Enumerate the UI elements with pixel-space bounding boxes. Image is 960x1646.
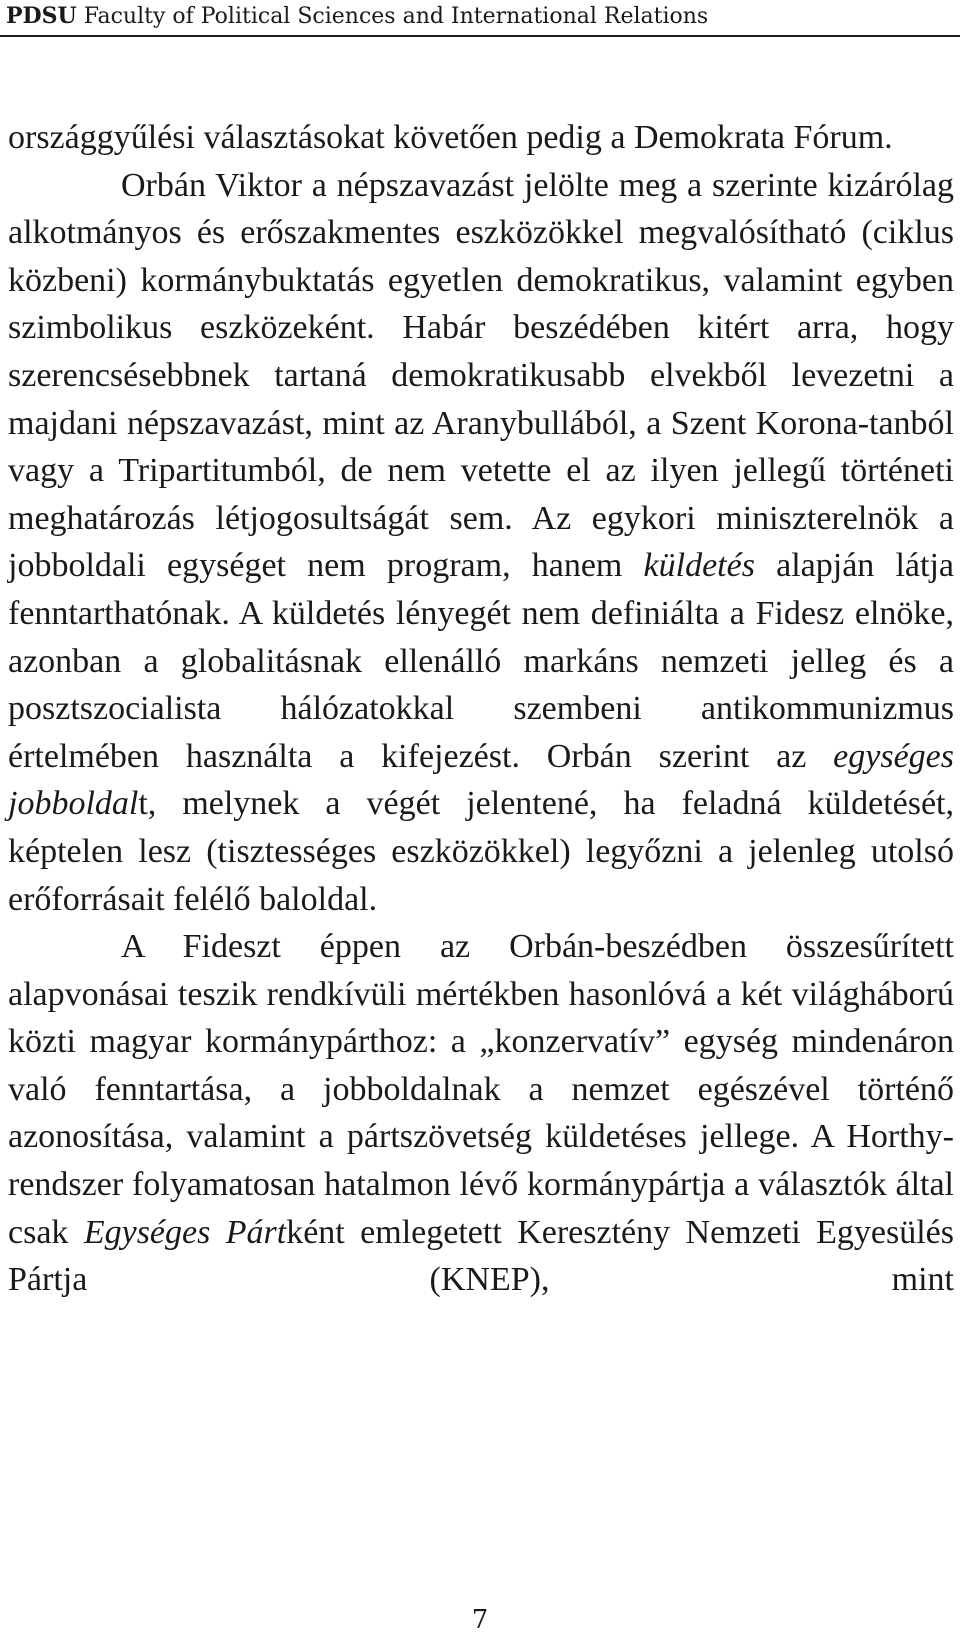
italic-term: küldetés [643, 547, 755, 585]
header-institution-abbr: PDSU [6, 3, 77, 29]
paragraph-text: A Fideszt éppen az Orbán-beszédben összesűrített alapvonásai teszik rendkívüli mértékben hasonlóvá a két világháború közti magyar kormánypárthoz: a „konzervatív” egység mindenáron való fenntartása, a jobboldalnak a nemzet egészével történő azonosítása, valamint a pártszövetség küldetéses jellege. A Horthy-rendszer folyamatosan hatalmon lévő kormánypártja a választók által csak [8, 928, 954, 1251]
italic-term: egységes jobboldal [8, 737, 954, 823]
paragraph-text: alapján látja fenntarthatónak. A küldetés lényegét nem definiálta a Fidesz elnöke, azonban a globalitásnak ellenálló markáns nemzeti jelleg és a posztszocialista hálózatokkal szembeni antikommunizmus értelmében használta a kifejezést. Orbán szerint az [8, 547, 954, 775]
paragraph-text: ként emlegetett Keresztény Nemzeti Egyesülés Pártja (KNEP), mint [8, 1213, 954, 1299]
header-rule [0, 35, 960, 37]
running-header [6, 2, 708, 31]
paragraph-continued [8, 114, 954, 162]
paragraph [8, 923, 954, 1304]
header-institution-name: Faculty of Political Sciences and International Relations [83, 4, 709, 29]
body-text [8, 114, 954, 1304]
italic-term: Egységes Párt [83, 1213, 287, 1251]
paragraph-text: t, melynek a végét jelentené, ha feladná küldetését, képtelen lesz (tisztességes eszközökkel) legyőzni a jelenleg utolsó erőforrásait felélő baloldal. [8, 785, 954, 918]
paragraph-text: Orbán Viktor a népszavazást jelölte meg a szerinte kizárólag alkotmányos és erőszakmentes eszközökkel megvalósítható (ciklus közbeni) kormánybuktatás egyetlen demokratikus, valamint egyben szimbolikus eszközeként. Habár beszédében kitért arra, hogy szerencsésebbnek tartaná demokratikusabb elvekből levezetni a majdani népszavazást, mint az Aranybullából, a Szent Korona-tanból vagy a Tripartitumból, de nem vetette el az ilyen jellegű történeti meghatározás létjogosultságát sem. Az egykori miniszterelnök a jobboldali egységet nem program, hanem [8, 166, 954, 585]
paragraph-text: országgyűlési választásokat követően pedig a Demokrata Fórum. [8, 119, 893, 156]
page-number: 7 [471, 1605, 489, 1635]
paragraph [8, 162, 954, 924]
